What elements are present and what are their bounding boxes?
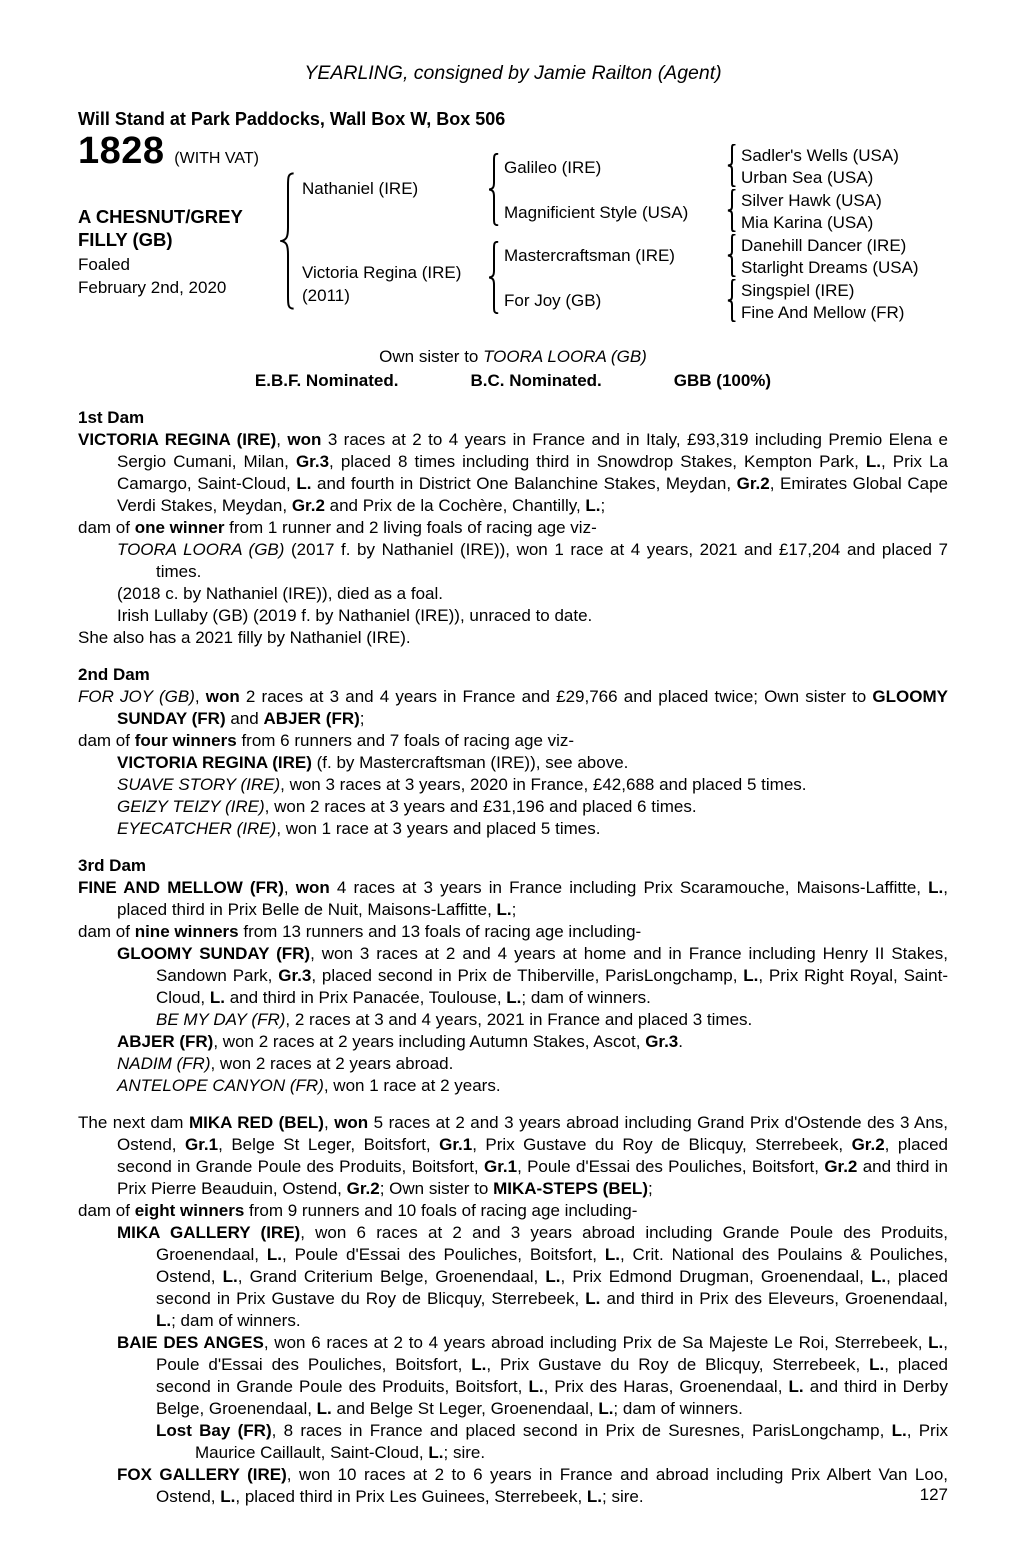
text-segment: FOX GALLERY (IRE): [117, 1465, 287, 1484]
text-segment: , won 6 races at 2 and 3 years abroad including Grande Poule des Produits, Groenendaal,: [156, 1223, 948, 1264]
ebf-nominated-label: E.B.F. Nominated.: [254, 371, 399, 390]
text-segment: , won 1 race at 2 years.: [323, 1076, 501, 1095]
text-segment: ,: [323, 1113, 335, 1132]
text-segment: , Prix Gustave du Roy de Blicquy, Sterrebeek,: [472, 1135, 852, 1154]
horse-description-line2: FILLY (GB): [78, 229, 173, 250]
text-segment: .: [678, 1032, 684, 1051]
text-segment: L.: [604, 1245, 620, 1264]
text-segment: , Grand Criterium Belge, Groenendaal,: [237, 1267, 546, 1286]
text-segment: , 8 races in France and placed second in Prix de Suresnes, ParisLongchamp,: [271, 1421, 892, 1440]
text-segment: ABJER (FR): [263, 709, 360, 728]
brace-icon: [727, 279, 737, 322]
pedigree-paragraph: [78, 730, 948, 752]
text-segment: , 2 races at 3 and 4 years, 2021 in France and placed 3 times.: [285, 1010, 753, 1029]
brace-icon: [727, 144, 737, 187]
text-segment: L.: [869, 1355, 885, 1374]
text-segment: L.: [598, 1399, 614, 1418]
text-segment: ;: [511, 900, 517, 919]
dam-section: [78, 855, 948, 1097]
text-segment: dam of: [78, 922, 135, 941]
text-segment: 5 races at 2 and 3 years abroad including Grand Prix d'Ostende des 3 Ans, Ostend,: [117, 1113, 949, 1154]
text-segment: one winner: [134, 518, 225, 537]
granddam-name: Magnificient Style (USA): [504, 203, 689, 222]
text-segment: GEIZY TEIZY (IRE): [117, 797, 265, 816]
pedigree-table: [78, 130, 948, 336]
text-segment: , placed 8 times including third in Snowdrop Stakes, Kempton Park,: [329, 452, 866, 471]
text-segment: L.: [496, 900, 512, 919]
great-grandparent-name: Danehill Dancer (IRE): [741, 236, 907, 255]
text-segment: , Prix Right Royal, Saint-Cloud,: [156, 966, 948, 1007]
text-segment: ANTELOPE CANYON (FR): [117, 1076, 324, 1095]
text-segment: 4 races at 3 years in France including Prix Scaramouche, Maisons-Laffitte,: [329, 878, 929, 897]
text-segment: , Prix Gustave du Roy de Blicquy, Sterrebeek,: [486, 1355, 870, 1374]
text-segment: Gr.2: [346, 1179, 380, 1198]
text-segment: ; dam of winners.: [613, 1399, 743, 1418]
text-segment: BAIE DES ANGES: [117, 1333, 264, 1352]
text-segment: L.: [506, 988, 522, 1007]
text-segment: L.: [928, 878, 944, 897]
text-segment: Gr.2: [291, 496, 325, 515]
text-segment: , Prix des Haras, Groenendaal,: [543, 1377, 789, 1396]
text-segment: Gr.2: [736, 474, 770, 493]
dam-name: Victoria Regina (IRE): [302, 263, 462, 282]
great-grandparent-name: Singspiel (IRE): [741, 281, 855, 300]
text-segment: L.: [209, 988, 225, 1007]
lot-line: [78, 130, 259, 172]
brace-icon: [488, 241, 500, 314]
pedigree-paragraph: [78, 752, 948, 774]
pedigree-paragraph: [78, 1420, 948, 1464]
text-segment: won: [334, 1113, 369, 1132]
nominations-line: [78, 370, 948, 392]
section-heading: 2nd Dam: [78, 665, 150, 684]
text-segment: L.: [585, 1289, 601, 1308]
gbb-label: GBB (100%): [673, 371, 772, 390]
text-segment: , Emirates Global Cape Verdi Stakes, Meydan,: [117, 474, 949, 515]
pedigree-paragraph: [78, 1031, 948, 1053]
text-segment: Gr.1: [439, 1135, 473, 1154]
text-segment: L.: [586, 1487, 602, 1506]
pedigree-paragraph: [78, 774, 948, 796]
text-segment: dam of: [78, 1201, 135, 1220]
text-segment: eight winners: [134, 1201, 245, 1220]
text-segment: , placed second in Grande Poule des Produits, Boitsfort,: [117, 1135, 948, 1176]
great-grandparent-name: Starlight Dreams (USA): [741, 258, 919, 277]
text-segment: from 9 runners and 10 foals of racing age including-: [244, 1201, 638, 1220]
pedigree-paragraph: [78, 921, 948, 943]
text-segment: , placed third in Prix Belle de Nuit, Maisons-Laffitte,: [117, 878, 948, 919]
text-segment: , Prix Maurice Caillault, Saint-Cloud,: [195, 1421, 948, 1462]
text-segment: NADIM (FR): [117, 1054, 211, 1073]
pedigree-paragraph: [78, 877, 948, 921]
text-segment: 2 races at 3 and 4 years in France and £29,766 and placed twice; Own sister to: [239, 687, 873, 706]
text-segment: L.: [316, 1399, 332, 1418]
text-segment: Irish Lullaby (GB) (2019 f. by Nathaniel (IRE)), unraced to date.: [117, 606, 593, 625]
text-segment: , won 3 races at 2 and 4 years at home and in France including Henry II Stakes, Sandown Park,: [156, 944, 949, 985]
text-segment: Gr.2: [824, 1157, 858, 1176]
text-segment: EYECATCHER (IRE): [117, 819, 277, 838]
foaled-label: Foaled: [78, 255, 130, 274]
pedigree-paragraph: [78, 1222, 948, 1332]
pedigree-paragraph: [78, 1332, 948, 1420]
text-segment: MIKA RED (BEL): [188, 1113, 324, 1132]
text-segment: nine winners: [134, 922, 239, 941]
text-segment: ; dam of winners.: [171, 1311, 301, 1330]
text-segment: FINE AND MELLOW (FR): [78, 878, 284, 897]
pedigree-paragraph: [78, 1009, 948, 1031]
text-segment: , won 2 races at 3 years and £31,196 and placed 6 times.: [264, 797, 697, 816]
text-segment: ABJER (FR): [117, 1032, 214, 1051]
text-segment: ,: [283, 878, 296, 897]
section-heading: 3rd Dam: [78, 856, 147, 875]
text-segment: and third in Prix Pierre Beauduin, Ostend,: [117, 1157, 948, 1198]
text-segment: won: [287, 430, 322, 449]
dam-section: [78, 407, 948, 649]
own-sister-line: [78, 346, 948, 368]
text-segment: L.: [296, 474, 312, 493]
text-segment: ;: [359, 709, 365, 728]
text-segment: ; dam of winners.: [521, 988, 651, 1007]
granddam-name: For Joy (GB): [504, 291, 602, 310]
pedigree-paragraph: [78, 1053, 948, 1075]
grandsire-name: Mastercraftsman (IRE): [504, 246, 675, 265]
body-column: [78, 62, 948, 1508]
text-segment: , Poule d'Essai des Pouliches, Boitsfort,: [517, 1157, 825, 1176]
text-segment: L.: [743, 966, 759, 985]
text-segment: won: [295, 878, 330, 897]
text-segment: ,: [276, 430, 288, 449]
text-segment: ;: [600, 496, 606, 515]
text-segment: MIKA-STEPS (BEL): [493, 1179, 648, 1198]
text-segment: She also has a 2021 filly by Nathaniel (IRE).: [78, 628, 411, 647]
text-segment: L.: [156, 1311, 172, 1330]
text-segment: ; Own sister to: [379, 1179, 494, 1198]
horse-description-line1: A CHESNUT/GREY: [78, 206, 243, 227]
text-segment: L.: [528, 1377, 544, 1396]
text-segment: Gr.2: [851, 1135, 885, 1154]
great-grandparent-name: Mia Karina (USA): [741, 213, 874, 232]
great-grandparent-name: Fine And Mellow (FR): [741, 303, 905, 322]
pedigree-paragraph: [78, 429, 948, 517]
pedigree-paragraph: [78, 583, 948, 605]
text-segment: GLOOMY SUNDAY (FR): [117, 687, 948, 728]
text-segment: L.: [545, 1267, 561, 1286]
text-segment: , placed third in Prix Les Guinees, Sterrebeek,: [235, 1487, 587, 1506]
text-segment: dam of: [78, 731, 135, 750]
text-segment: ; sire.: [602, 1487, 644, 1506]
text-segment: BE MY DAY (FR): [156, 1010, 286, 1029]
text-segment: and third in Prix des Eleveurs, Groenendaal,: [600, 1289, 948, 1308]
pedigree-paragraph: [78, 1464, 948, 1508]
pedigree-paragraph: [78, 627, 948, 649]
text-segment: won: [205, 687, 240, 706]
text-segment: and: [225, 709, 264, 728]
pedigree-paragraph: [78, 796, 948, 818]
brace-icon: [727, 189, 737, 232]
text-segment: L.: [266, 1245, 283, 1264]
stand-location: Will Stand at Park Paddocks, Wall Box W, Box 506: [78, 109, 506, 129]
great-grandparent-name: Urban Sea (USA): [741, 168, 874, 187]
text-segment: Gr.1: [483, 1157, 518, 1176]
vat-label: (WITH VAT): [174, 150, 259, 167]
text-segment: L.: [865, 452, 881, 471]
great-grandparent-name: Sadler's Wells (USA): [741, 146, 899, 165]
pedigree-paragraph: [78, 818, 948, 840]
section-heading: 1st Dam: [78, 408, 145, 427]
text-segment: from 13 runners and 13 foals of racing age including-: [238, 922, 642, 941]
text-segment: , Prix Edmond Drugman, Groenendaal,: [560, 1267, 871, 1286]
text-segment: L.: [928, 1333, 944, 1352]
great-grandparent-name: Silver Hawk (USA): [741, 191, 882, 210]
text-segment: Gr.1: [185, 1135, 219, 1154]
text-segment: , Prix La Camargo, Saint-Cloud,: [117, 452, 948, 493]
text-segment: Gr.3: [645, 1032, 679, 1051]
text-segment: L.: [870, 1267, 887, 1286]
text-segment: L.: [585, 496, 601, 515]
text-segment: , won 10 races at 2 to 6 years in France and abroad including Prix Albert Van Loo, Ostend,: [156, 1465, 948, 1506]
text-segment: VICTORIA REGINA (IRE): [117, 753, 312, 772]
text-segment: L.: [471, 1355, 487, 1374]
text-segment: Own sister to: [379, 347, 484, 366]
text-segment: and third in Derby Belge, Groenendaal,: [156, 1377, 948, 1418]
page-number: 127: [919, 1485, 948, 1504]
text-segment: and Belge St Leger, Groenendaal,: [331, 1399, 599, 1418]
text-segment: and fourth in District One Balanchine Stakes, Meydan,: [311, 474, 737, 493]
text-segment: four winners: [134, 731, 237, 750]
sire-name: Nathaniel (IRE): [302, 179, 419, 198]
dam-year: (2011): [302, 286, 350, 305]
grandsire-name: Galileo (IRE): [504, 158, 602, 177]
text-segment: , Poule d'Essai des Pouliches, Boitsfort,: [156, 1333, 948, 1374]
lot-number: 1828: [78, 130, 165, 172]
text-segment: , won 6 races at 2 to 4 years abroad including Prix de Sa Majeste Le Roi, Sterrebeek,: [263, 1333, 929, 1352]
text-segment: (2017 f. by Nathaniel (IRE)), won 1 race at 4 years, 2021 and £17,204 and placed 7 times.: [156, 540, 948, 581]
text-segment: and Prix de la Cochère, Chantilly,: [324, 496, 586, 515]
text-segment: , placed second in Grande Poule des Produits, Boitsfort,: [156, 1355, 948, 1396]
text-segment: FOR JOY (GB): [78, 687, 195, 706]
pedigree-paragraph: [78, 539, 948, 583]
pedigree-paragraph: [78, 1112, 948, 1200]
text-segment: , won 3 races at 3 years, 2020 in France, £42,688 and placed 5 times.: [280, 775, 807, 794]
dam-section: [78, 664, 948, 840]
text-segment: Lost Bay (FR): [156, 1421, 272, 1440]
pedigree-paragraph: [78, 605, 948, 627]
brace-icon: [280, 172, 296, 310]
text-segment: (2018 c. by Nathaniel (IRE)), died as a foal.: [117, 584, 443, 603]
text-segment: , Poule d'Essai des Pouliches, Boitsfort,: [282, 1245, 605, 1264]
page-title: YEARLING, consigned by Jamie Railton (Agent): [304, 62, 722, 84]
text-segment: dam of: [78, 518, 135, 537]
text-segment: L.: [428, 1443, 444, 1462]
pedigree-sections: [78, 407, 948, 1508]
text-segment: , placed second in Prix Gustave du Roy de Blicquy, Sterrebeek,: [156, 1267, 948, 1308]
text-segment: L.: [891, 1421, 907, 1440]
pedigree-paragraph: [78, 1200, 948, 1222]
text-segment: TOORA LOORA (GB): [483, 347, 647, 366]
brace-icon: [727, 234, 737, 277]
pedigree-paragraph: [78, 686, 948, 730]
text-segment: GLOOMY SUNDAY (FR): [117, 944, 311, 963]
text-segment: , won 1 race at 3 years and placed 5 times.: [276, 819, 601, 838]
text-segment: L.: [220, 1487, 236, 1506]
foaled-date: February 2nd, 2020: [78, 278, 227, 297]
text-segment: ;: [647, 1179, 653, 1198]
text-segment: MIKA GALLERY (IRE): [117, 1223, 301, 1242]
text-segment: , won 2 races at 2 years including Autumn Stakes, Ascot,: [213, 1032, 646, 1051]
text-segment: L.: [222, 1267, 238, 1286]
text-segment: and third in Prix Panacée, Toulouse,: [224, 988, 507, 1007]
text-segment: Gr.3: [295, 452, 330, 471]
text-segment: from 1 runner and 2 living foals of racing age viz-: [224, 518, 597, 537]
text-segment: L.: [788, 1377, 804, 1396]
pedigree-paragraph: [78, 1075, 948, 1097]
text-segment: (f. by Mastercraftsman (IRE)), see above.: [311, 753, 629, 772]
dam-section: [78, 1112, 948, 1508]
text-segment: , placed second in Prix de Thiberville, ParisLongchamp,: [311, 966, 744, 985]
bc-nominated-label: B.C. Nominated.: [470, 371, 602, 390]
text-segment: The next dam: [78, 1113, 189, 1132]
text-segment: , Belge St Leger, Boitsfort,: [218, 1135, 440, 1154]
text-segment: ,: [194, 687, 206, 706]
pedigree-paragraph: [78, 943, 948, 1009]
pedigree-paragraph: [78, 517, 948, 539]
text-segment: ; sire.: [443, 1443, 486, 1462]
text-segment: , Crit. National des Poulains & Pouliches, Ostend,: [156, 1245, 948, 1286]
brace-icon: [488, 153, 500, 226]
text-segment: , won 2 races at 2 years abroad.: [210, 1054, 454, 1073]
text-segment: SUAVE STORY (IRE): [117, 775, 281, 794]
text-segment: TOORA LOORA (GB): [117, 540, 285, 559]
text-segment: from 6 runners and 7 foals of racing age viz-: [236, 731, 575, 750]
text-segment: Gr.3: [278, 966, 312, 985]
text-segment: VICTORIA REGINA (IRE): [78, 430, 277, 449]
text-segment: 3 races at 2 to 4 years in France and in Italy, £93,319 including Premio Elena e Sergio Cumani, Milan,: [117, 430, 948, 471]
